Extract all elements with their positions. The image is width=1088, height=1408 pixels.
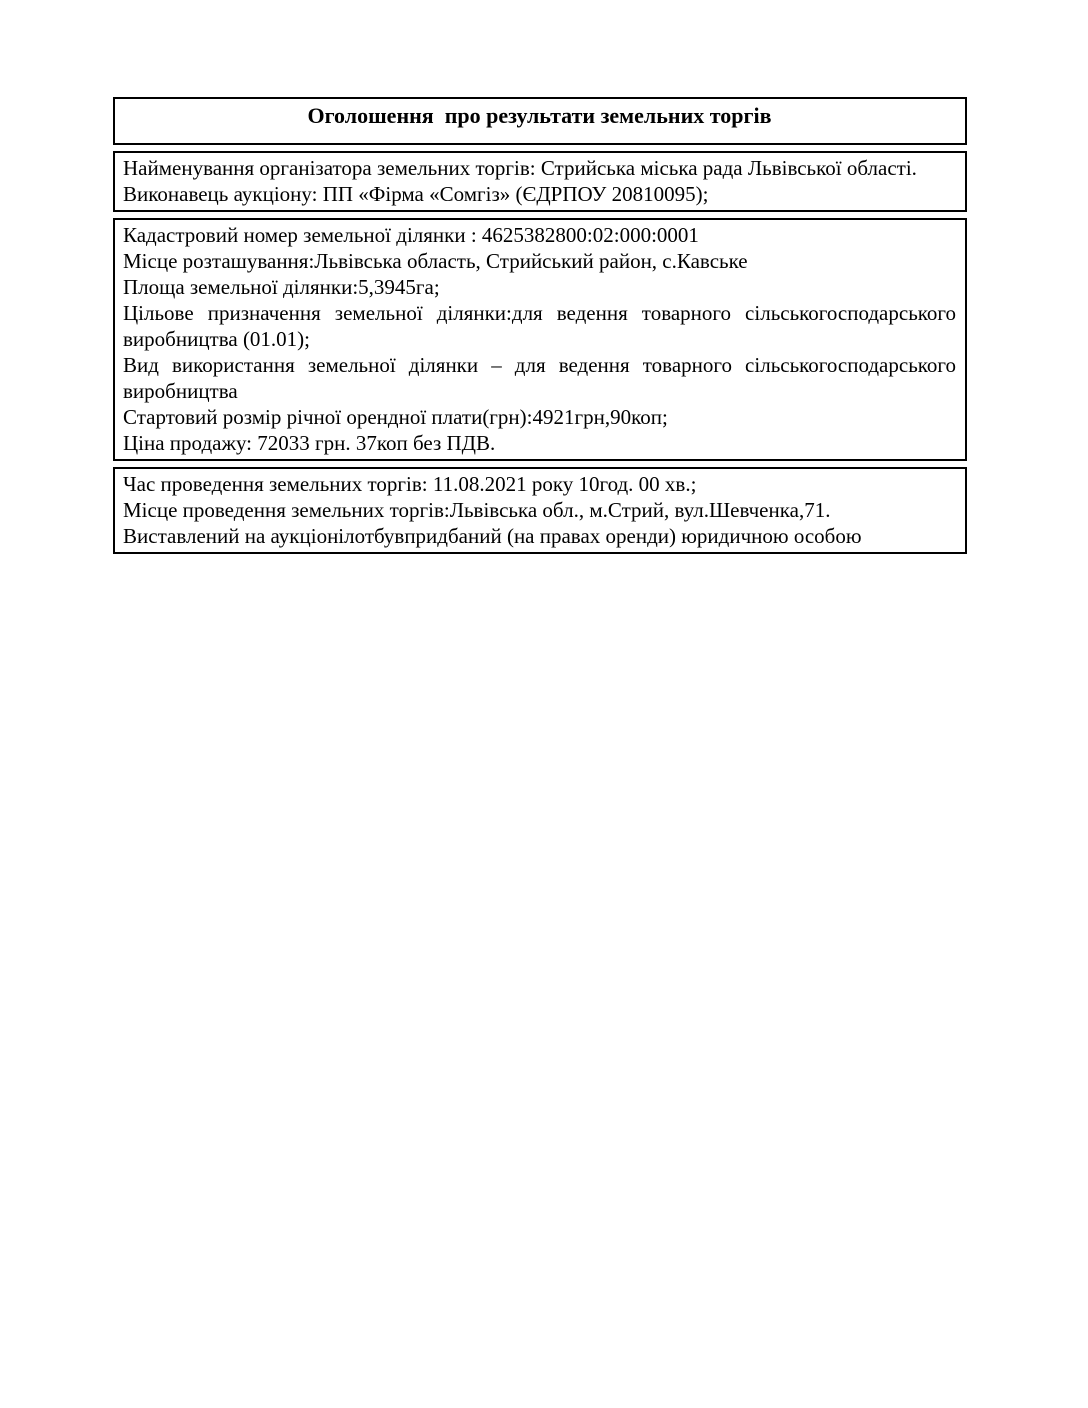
auction-event-section [113,467,967,554]
sale-price-line: Ціна продажу: 72033 грн. 37коп без ПДВ. [123,431,496,455]
cadastral-number-line: Кадастровий номер земельної ділянки : 4625382800:02:000:0001 [123,223,699,247]
designated-purpose-line: Цільове призначення земельної ділянки:для ведення товарного сільськогосподарського виробництва (01.01); [123,301,956,351]
title-section [113,97,967,145]
auction-result-line: Виставлений на аукціонілотбувпридбаний (на правах оренди) юридичною особою [123,524,862,548]
auction-time-line: Час проведення земельних торгів: 11.08.2021 року 10год. 00 хв.; [123,472,697,496]
area-line: Площа земельної ділянки:5,3945га; [123,275,440,299]
organizer-section [113,151,967,212]
parcel-details-section [113,218,967,461]
auction-place-line: Місце проведення земельних торгів:Львівська обл., м.Стрий, вул.Шевченка,71. [123,498,831,522]
announcement-table [113,97,967,560]
auction-executor-line: Виконавець аукціону: ПП «Фірма «Сомгіз» (ЄДРПОУ 20810095); [123,182,709,206]
organizer-name-line: Найменування організатора земельних торгів: Стрийська міська рада Львівської області. [123,156,917,180]
page-title: Оголошення про результати земельних торгів [307,103,772,128]
starting-rent-line: Стартовий розмір річної орендної плати(грн):4921грн,90коп; [123,405,668,429]
location-line: Місце розташування:Львівська область, Стрийський район, с.Кавське [123,249,748,273]
use-type-line: Вид використання земельної ділянки – для ведення товарного сільськогосподарського виробництва [123,353,956,403]
